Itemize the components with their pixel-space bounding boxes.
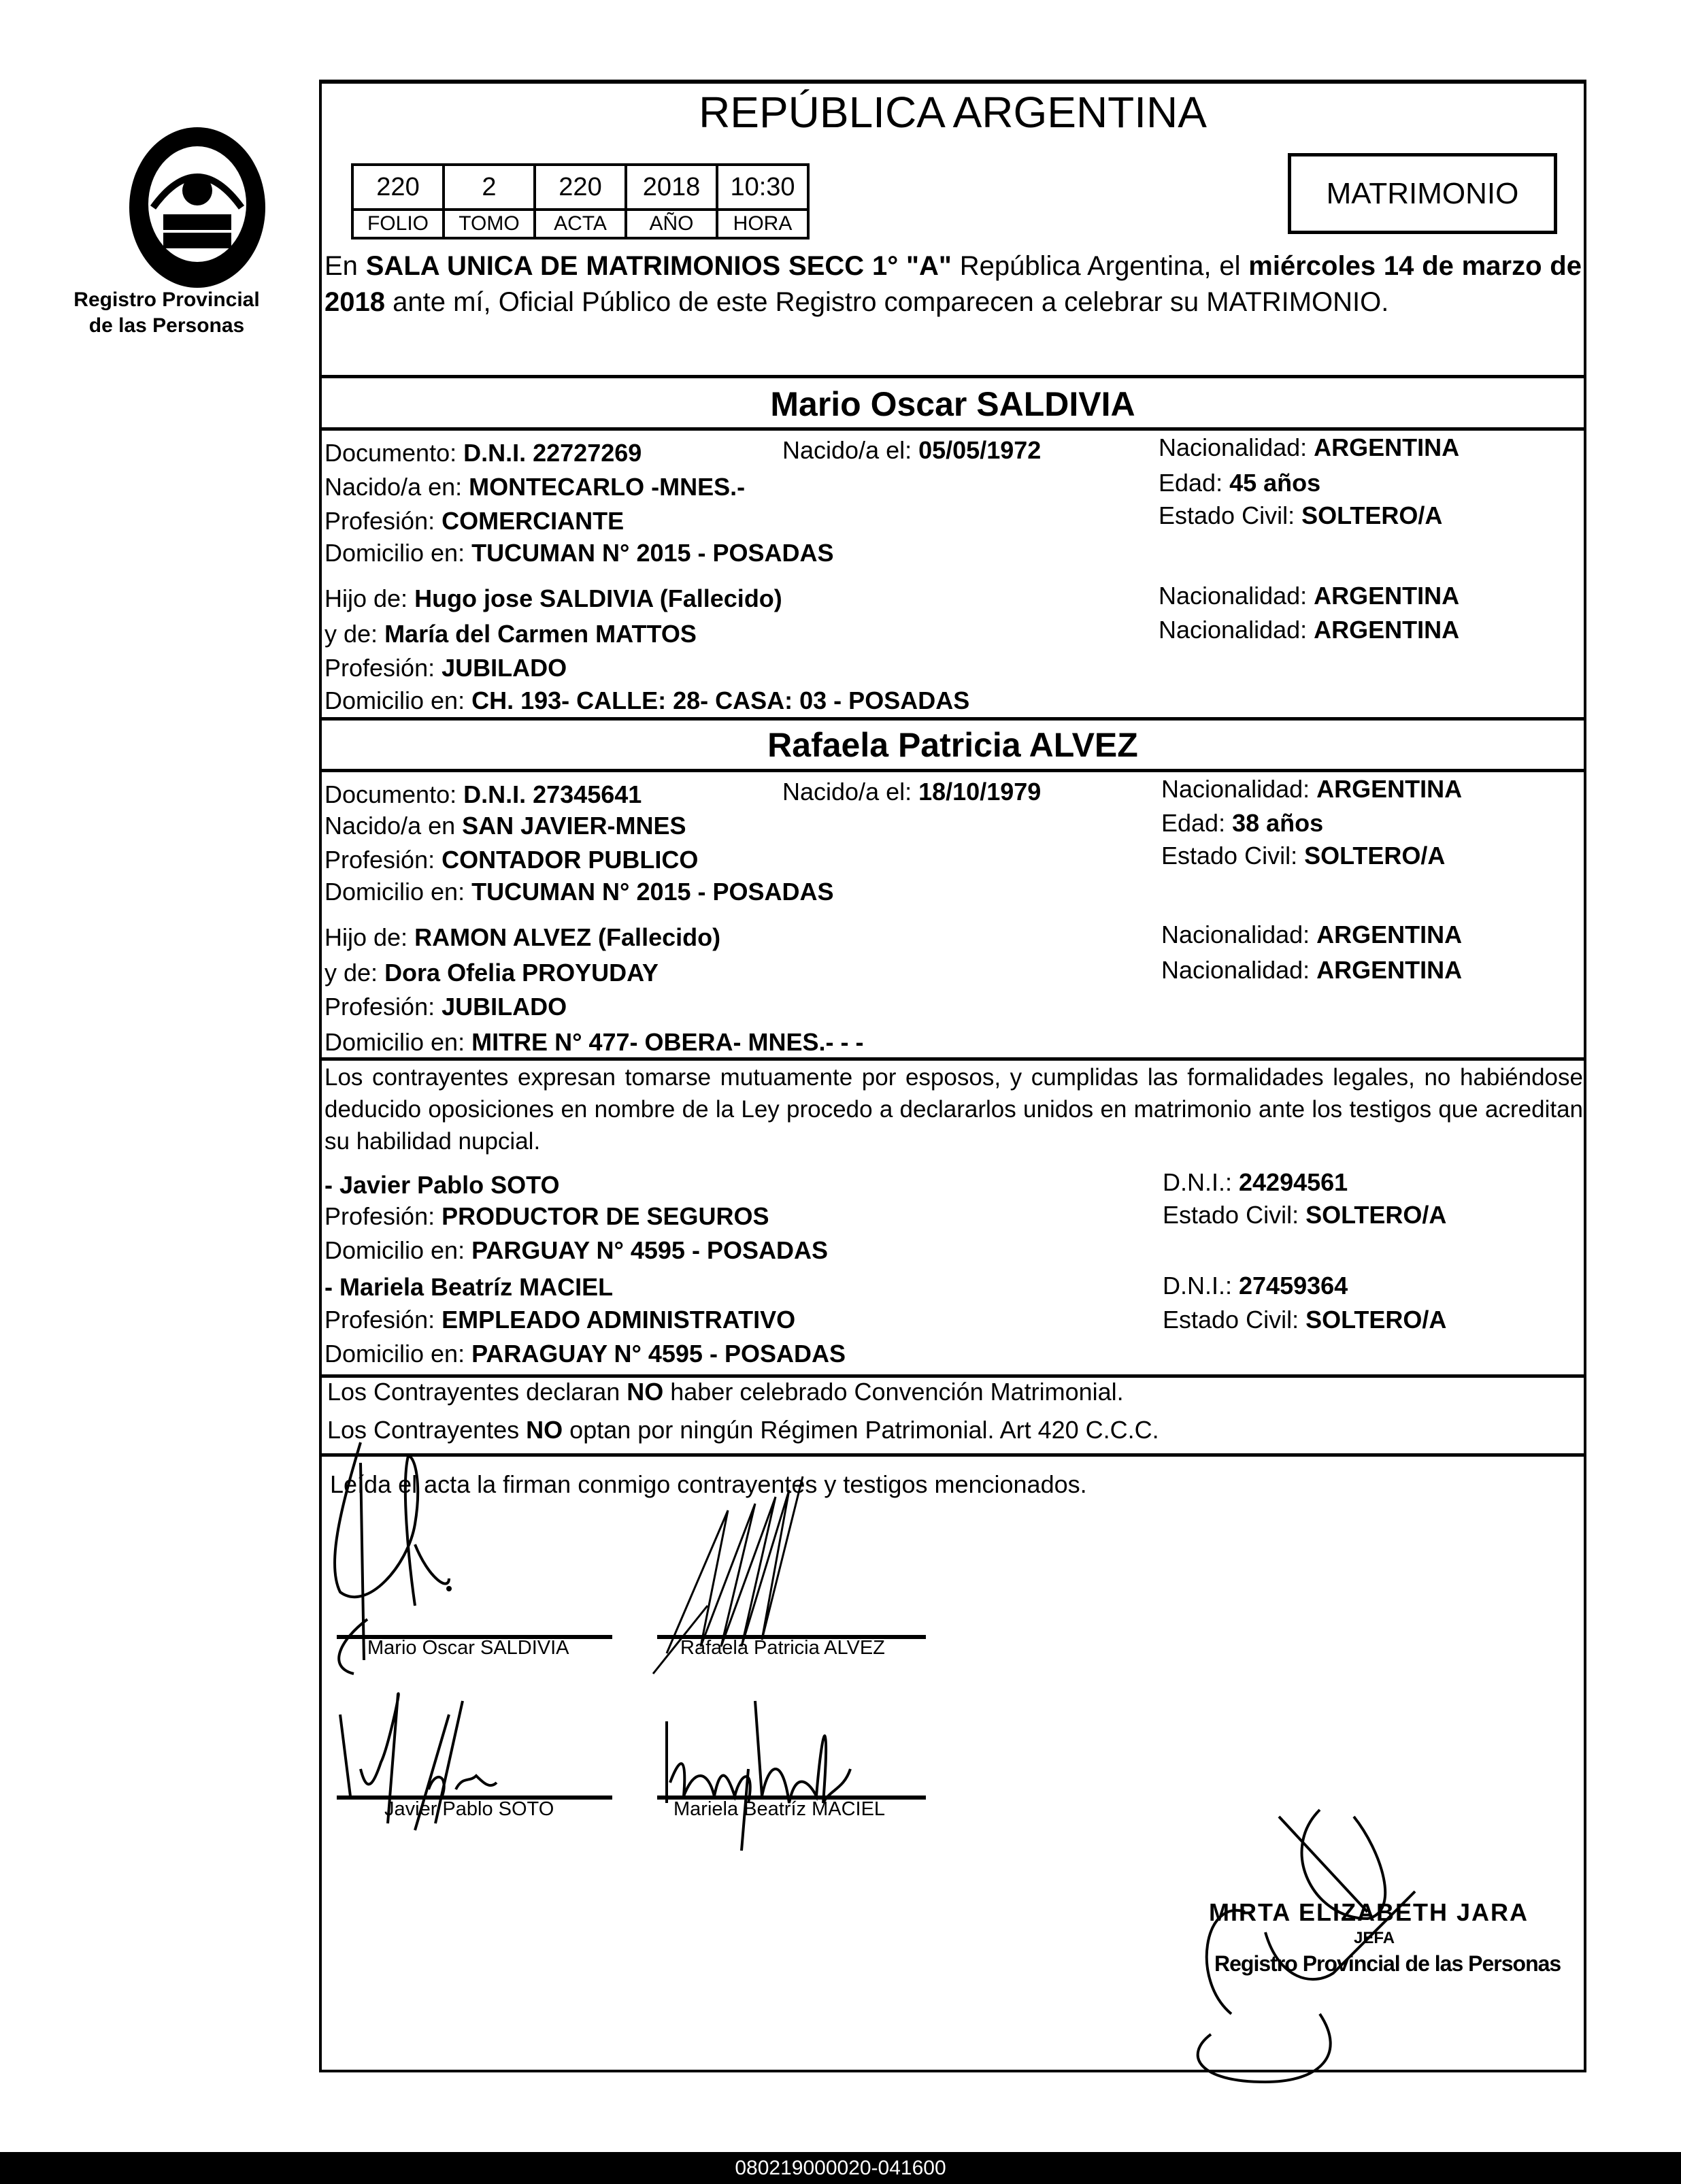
witness2-dni: D.N.I.: 27459364 bbox=[1163, 1272, 1348, 1300]
intro-text: En bbox=[324, 251, 366, 281]
divider bbox=[319, 717, 1586, 721]
divider bbox=[319, 427, 1586, 431]
hour-value: 10:30 bbox=[717, 165, 808, 210]
acta-label: ACTA bbox=[535, 210, 626, 238]
witness2-profession: Profesión: EMPLEADO ADMINISTRATIVO bbox=[324, 1306, 796, 1334]
spouse2-birthdate: Nacido/a el: 18/10/1979 bbox=[782, 778, 1042, 806]
tomo-label: TOMO bbox=[444, 210, 535, 238]
year-label: AÑO bbox=[626, 210, 717, 238]
intro-place: SALA UNICA DE MATRIMONIOS SECC 1° "A" bbox=[365, 251, 952, 281]
spouse2-profession: Profesión: CONTADOR PUBLICO bbox=[324, 846, 699, 874]
year-value: 2018 bbox=[626, 165, 717, 210]
signature-official bbox=[1143, 1810, 1483, 2082]
signature-label-witness1: Javier Pablo SOTO bbox=[384, 1798, 554, 1820]
spouse1-parent-profession: Profesión: JUBILADO bbox=[324, 654, 567, 682]
witness1-dni: D.N.I.: 24294561 bbox=[1163, 1168, 1348, 1196]
document-barcode-number: 080219000020-041600 bbox=[0, 2152, 1681, 2184]
witness1-civil-status: Estado Civil: SOLTERO/A bbox=[1163, 1201, 1447, 1229]
record-table bbox=[351, 163, 810, 239]
registry-name-line2: de las Personas bbox=[88, 314, 245, 337]
spouse1-mother-nationality: Nacionalidad: ARGENTINA bbox=[1159, 616, 1460, 644]
spouse2-mother-nationality: Nacionalidad: ARGENTINA bbox=[1161, 956, 1463, 984]
spouse2-nationality: Nacionalidad: ARGENTINA bbox=[1161, 775, 1463, 803]
spouse2-parent-profession: Profesión: JUBILADO bbox=[324, 993, 567, 1021]
spouse1-name: Mario Oscar SALDIVIA bbox=[770, 385, 1135, 423]
spouse1-nationality: Nacionalidad: ARGENTINA bbox=[1159, 433, 1460, 461]
tomo-value: 2 bbox=[444, 165, 535, 210]
signature-label-witness2: Mariela Beatríz MACIEL bbox=[673, 1798, 886, 1820]
intro-date: miércoles 14 de marzo de 2018 bbox=[324, 251, 1582, 317]
spouse1-age: Edad: 45 años bbox=[1159, 469, 1321, 497]
province-emblem-logo bbox=[109, 119, 286, 296]
spouse2-age: Edad: 38 años bbox=[1161, 809, 1324, 837]
registry-name-line1: Registro Provincial bbox=[73, 288, 260, 311]
spouse1-document: Documento: D.N.I. 22727269 bbox=[324, 439, 642, 467]
spouse1-address: Domicilio en: TUCUMAN N° 2015 - POSADAS bbox=[324, 539, 834, 567]
official-name: MIRTA ELIZABETH JARA bbox=[1209, 1898, 1529, 1926]
spouse1-profession: Profesión: COMERCIANTE bbox=[324, 507, 625, 535]
spouse2-name: Rafaela Patricia ALVEZ bbox=[767, 726, 1138, 764]
spouse1-civil-status: Estado Civil: SOLTERO/A bbox=[1159, 501, 1443, 529]
spouse2-birthplace: Nacido/a en SAN JAVIER-MNES bbox=[324, 812, 686, 840]
folio-label: FOLIO bbox=[352, 210, 444, 238]
spouse1-birthplace: Nacido/a en: MONTECARLO -MNES.- bbox=[324, 473, 746, 501]
spouse1-father-nationality: Nacionalidad: ARGENTINA bbox=[1159, 582, 1460, 610]
witness1-name: - Javier Pablo SOTO bbox=[324, 1171, 560, 1199]
intro-paragraph bbox=[324, 248, 1582, 320]
hour-label: HORA bbox=[717, 210, 808, 238]
witness2-name: - Mariela Beatríz MACIEL bbox=[324, 1273, 614, 1301]
document-type-box: MATRIMONIO bbox=[1288, 153, 1557, 234]
intro-text: ante mí, Oficial Público de este Registro comparecen a celebrar su MATRIMONIO. bbox=[384, 287, 1389, 317]
signature-label-spouse2: Rafaela Patricia ALVEZ bbox=[680, 1637, 885, 1659]
spouse2-father-nationality: Nacionalidad: ARGENTINA bbox=[1161, 921, 1463, 948]
no-convention-statement: Los Contrayentes declaran NO haber celebrado Convención Matrimonial. bbox=[327, 1378, 1124, 1406]
spouse1-birthdate: Nacido/a el: 05/05/1972 bbox=[782, 436, 1042, 464]
witness2-address: Domicilio en: PARAGUAY N° 4595 - POSADAS bbox=[324, 1340, 846, 1368]
spouse1-parent-address: Domicilio en: CH. 193- CALLE: 28- CASA: 03 - POSADAS bbox=[324, 686, 970, 714]
spouse1-mother: y de: María del Carmen MATTOS bbox=[324, 620, 697, 648]
witness1-address: Domicilio en: PARGUAY N° 4595 - POSADAS bbox=[324, 1236, 828, 1264]
divider bbox=[319, 769, 1586, 772]
page-title: REPÚBLICA ARGENTINA bbox=[699, 88, 1207, 137]
spouse2-address: Domicilio en: TUCUMAN N° 2015 - POSADAS bbox=[324, 878, 834, 906]
acta-value: 220 bbox=[535, 165, 626, 210]
signature-witness2 bbox=[653, 1687, 925, 1851]
no-regime-statement: Los Contrayentes NO optan por ningún Régimen Patrimonial. Art 420 C.C.C. bbox=[327, 1416, 1159, 1444]
declaration-paragraph: Los contrayentes expresan tomarse mutuamente por esposos, y cumplidas las formalidades legales, no habiéndose deducido oposiciones en nombre de la Ley procedo a declararlos unidos en matrimonio ante los testigos que acreditan su habilidad nupcial. bbox=[324, 1064, 1583, 1155]
divider bbox=[319, 1057, 1586, 1061]
spouse2-parent-address: Domicilio en: MITRE N° 477- OBERA- MNES.- - - bbox=[324, 1028, 864, 1056]
spouse2-father: Hijo de: RAMON ALVEZ (Fallecido) bbox=[324, 923, 721, 951]
official-role: JEFA bbox=[1354, 1929, 1395, 1947]
spouse2-document: Documento: D.N.I. 27345641 bbox=[324, 780, 642, 808]
intro-text: República Argentina, el bbox=[951, 251, 1249, 281]
spouse2-civil-status: Estado Civil: SOLTERO/A bbox=[1161, 842, 1446, 870]
folio-value: 220 bbox=[352, 165, 444, 210]
signature-label-spouse1: Mario Oscar SALDIVIA bbox=[367, 1637, 569, 1659]
witness1-profession: Profesión: PRODUCTOR DE SEGUROS bbox=[324, 1202, 769, 1230]
closing-statement: Leída el acta la firman conmigo contrayentes y testigos mencionados. bbox=[330, 1470, 1087, 1498]
spouse1-father: Hijo de: Hugo jose SALDIVIA (Fallecido) bbox=[324, 584, 782, 612]
witness2-civil-status: Estado Civil: SOLTERO/A bbox=[1163, 1306, 1447, 1334]
spouse2-mother: y de: Dora Ofelia PROYUDAY bbox=[324, 959, 659, 987]
divider bbox=[319, 375, 1586, 378]
official-office: Registro Provincial de las Personas bbox=[1214, 1951, 1561, 1976]
